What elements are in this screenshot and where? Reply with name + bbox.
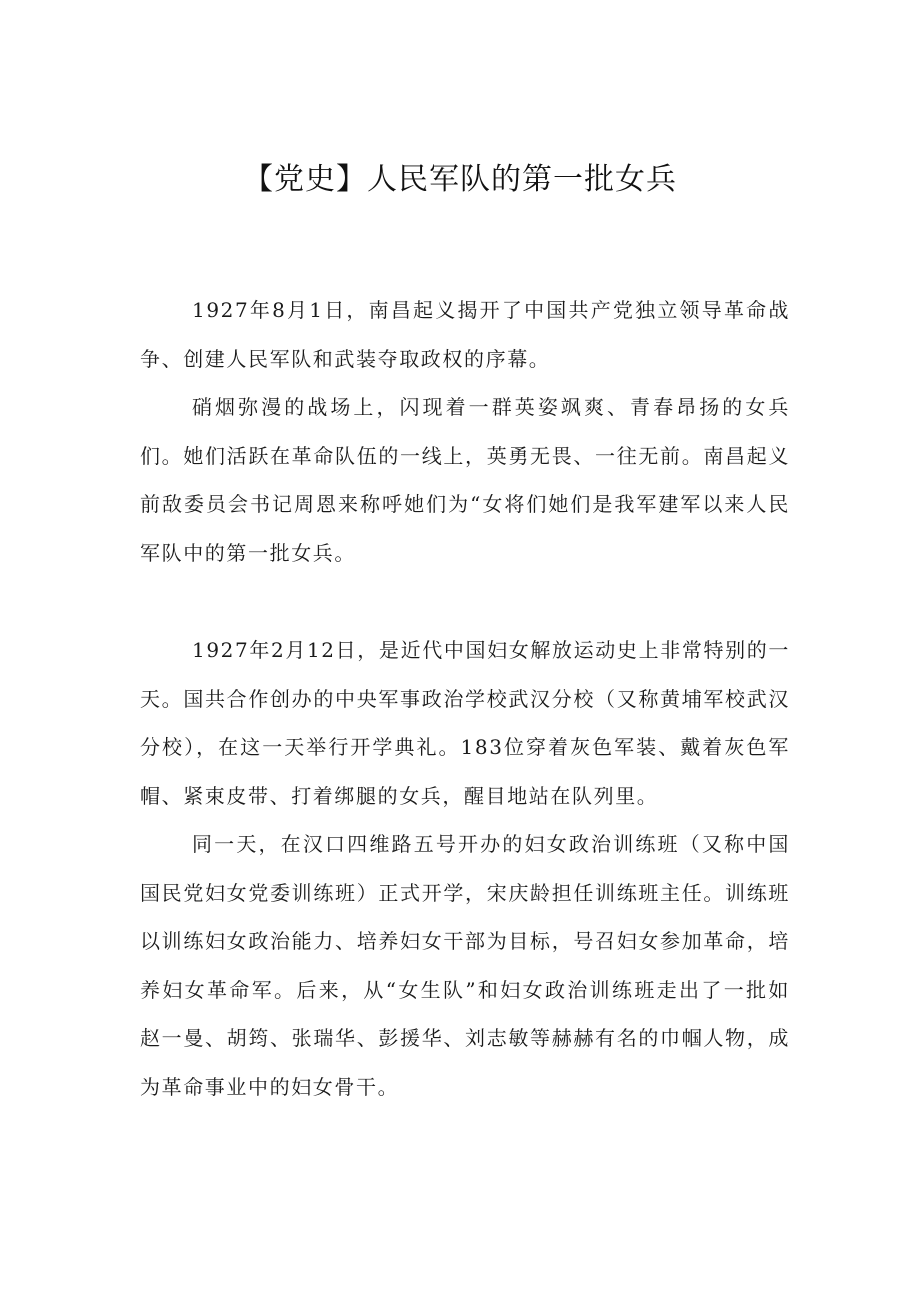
document-title: 【党史】人民军队的第一批女兵 — [243, 162, 677, 197]
paragraph-4: 同一天，在汉口四维路五号开办的妇女政治训练班（又称中国国民党妇女党委训练班）正式开学，宋庆龄担任训练班主任。训练班以训练妇女政治能力、培养妇女干部为目标，号召妇女参加革命，培养妇女革命军。后来，从“女生队”和妇女政治训练班走出了一批如赵一曼、胡筠、张瑞华、彭援华、刘志敏等赫赫有名的巾帼人物，成为革命事业中的妇女骨干。 — [140, 832, 790, 1099]
paragraph-3: 1927年2月12日，是近代中国妇女解放运动史上非常特别的一天。国共合作创办的中央军事政治学校武汉分校（又称黄埔军校武汉分校），在这一天举行开学典礼。183位穿着灰色军装、戴着灰色军帽、紧束皮带、打着绑腿的女兵，醒目地站在队列里。 — [140, 638, 790, 808]
paragraph-2: 硝烟弥漫的战场上，闪现着一群英姿飒爽、青春昂扬的女兵们。她们活跃在革命队伍的一线上，英勇无畏、一往无前。南昌起义前敌委员会书记周恩来称呼她们为“女将们她们是我军建军以来人民军队中的第一批女兵。 — [140, 395, 790, 565]
document-body — [140, 286, 790, 1111]
paragraph-spacer — [140, 577, 790, 626]
paragraph-1: 1927年8月1日，南昌起义揭开了中国共产党独立领导革命战争、创建人民军队和武装夺取政权的序幕。 — [140, 298, 790, 371]
